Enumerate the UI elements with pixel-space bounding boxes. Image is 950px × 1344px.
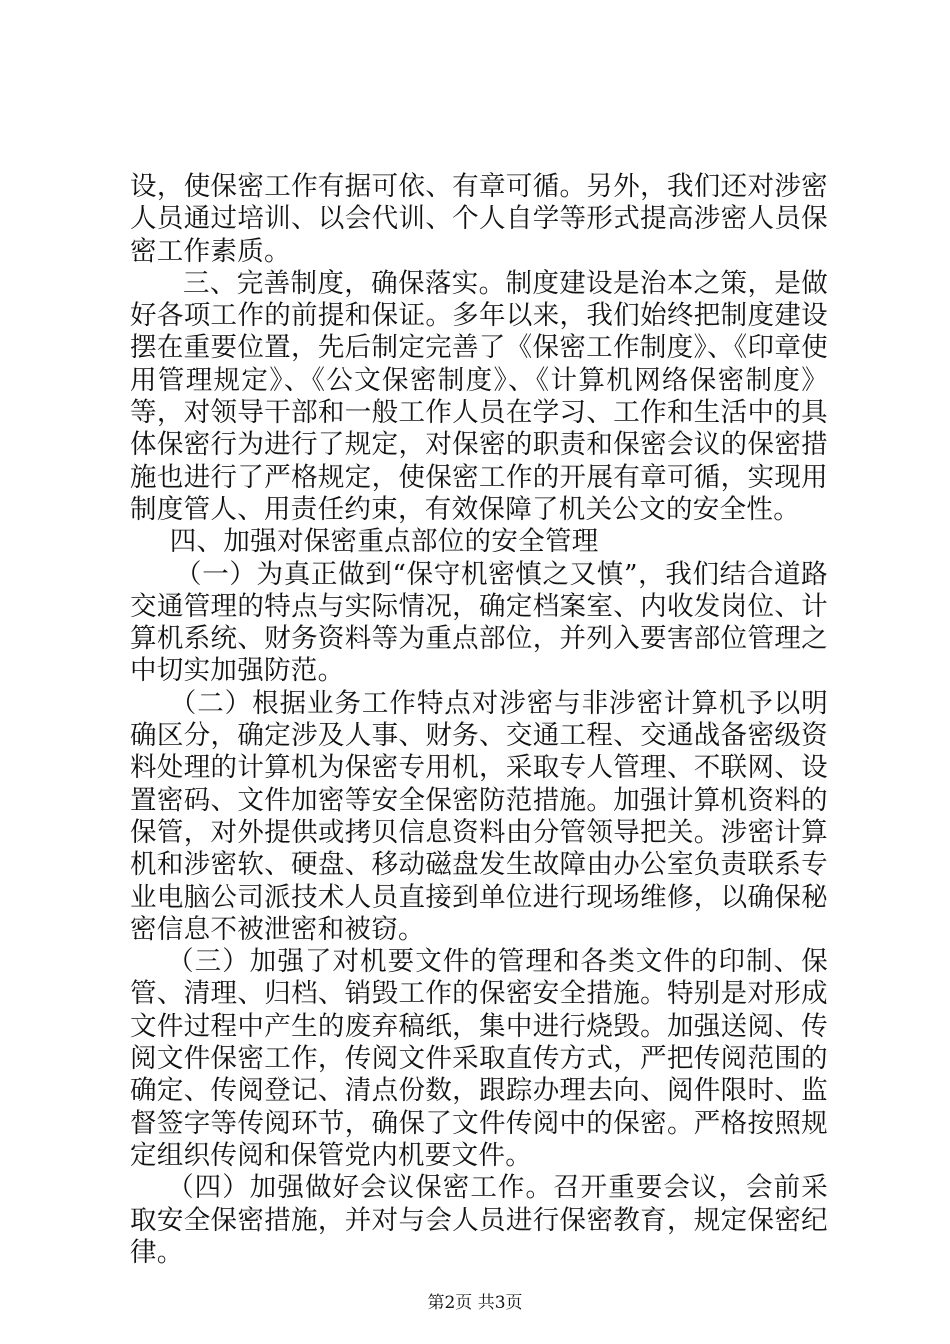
paragraph-item-four: （四）加强做好会议保密工作。召开重要会议，会前采取安全保密措施，并对与会人员进行保密教育，规定保密纪律。: [130, 1172, 828, 1268]
paragraph-item-one: （一）为真正做到“保守机密慎之又慎”，我们结合道路交通管理的特点与实际情况，确定档案室、内收发岗位、计算机系统、财务资料等为重点部位，并列入要害部位管理之中切实加强防范。: [130, 558, 828, 687]
paragraph-section-three: 三、完善制度，确保落实。制度建设是治本之策，是做好各项工作的前提和保证。多年以来，我们始终把制度建设摆在重要位置，先后制定完善了《保密工作制度》、《印章使用管理规定》、《公文保密制度》、《计算机网络保密制度》等，对领导干部和一般工作人员在学习、工作和生活中的具体保密行为进行了规定，对保密的职责和保密会议的保密措施也进行了严格规定，使保密工作的开展有章可循，实现用制度管人、用责任约束，有效保障了机关公文的安全性。: [130, 267, 828, 525]
document-body: [130, 171, 828, 1269]
paragraph-section-four-heading: 四、加强对保密重点部位的安全管理: [169, 526, 599, 558]
paragraph-item-three: （三）加强了对机要文件的管理和各类文件的印制、保管、清理、归档、销毁工作的保密安全措施。特别是对形成文件过程中产生的废弃稿纸，集中进行烧毁。加强送阅、传阅文件保密工作，传阅文件采取直传方式，严把传阅范围的确定、传阅登记、清点份数，跟踪办理去向、阅件限时、监督签字等传阅环节，确保了文件传阅中的保密。严格按照规定组织传阅和保管党内机要文件。: [130, 946, 828, 1171]
page-number: 第2页 共3页: [427, 1293, 523, 1313]
paragraph-item-two: （二）根据业务工作特点对涉密与非涉密计算机予以明确区分，确定涉及人事、财务、交通工程、交通战备密级资料处理的计算机为保密专用机，采取专人管理、不联网、设置密码、文件加密等安全保密防范措施。加强计算机资料的保管，对外提供或拷贝信息资料由分管领导把关。涉密计算机和涉密软、硬盘、移动磁盘发生故障由办公室负责联系专业电脑公司派技术人员直接到单位进行现场维修，以确保秘密信息不被泄密和被窃。: [130, 687, 828, 945]
page-footer: [0, 1293, 950, 1313]
paragraph-continuation: 设，使保密工作有据可依、有章可循。另外，我们还对涉密人员通过培训、以会代训、个人自学等形式提高涉密人员保密工作素质。: [130, 171, 828, 267]
